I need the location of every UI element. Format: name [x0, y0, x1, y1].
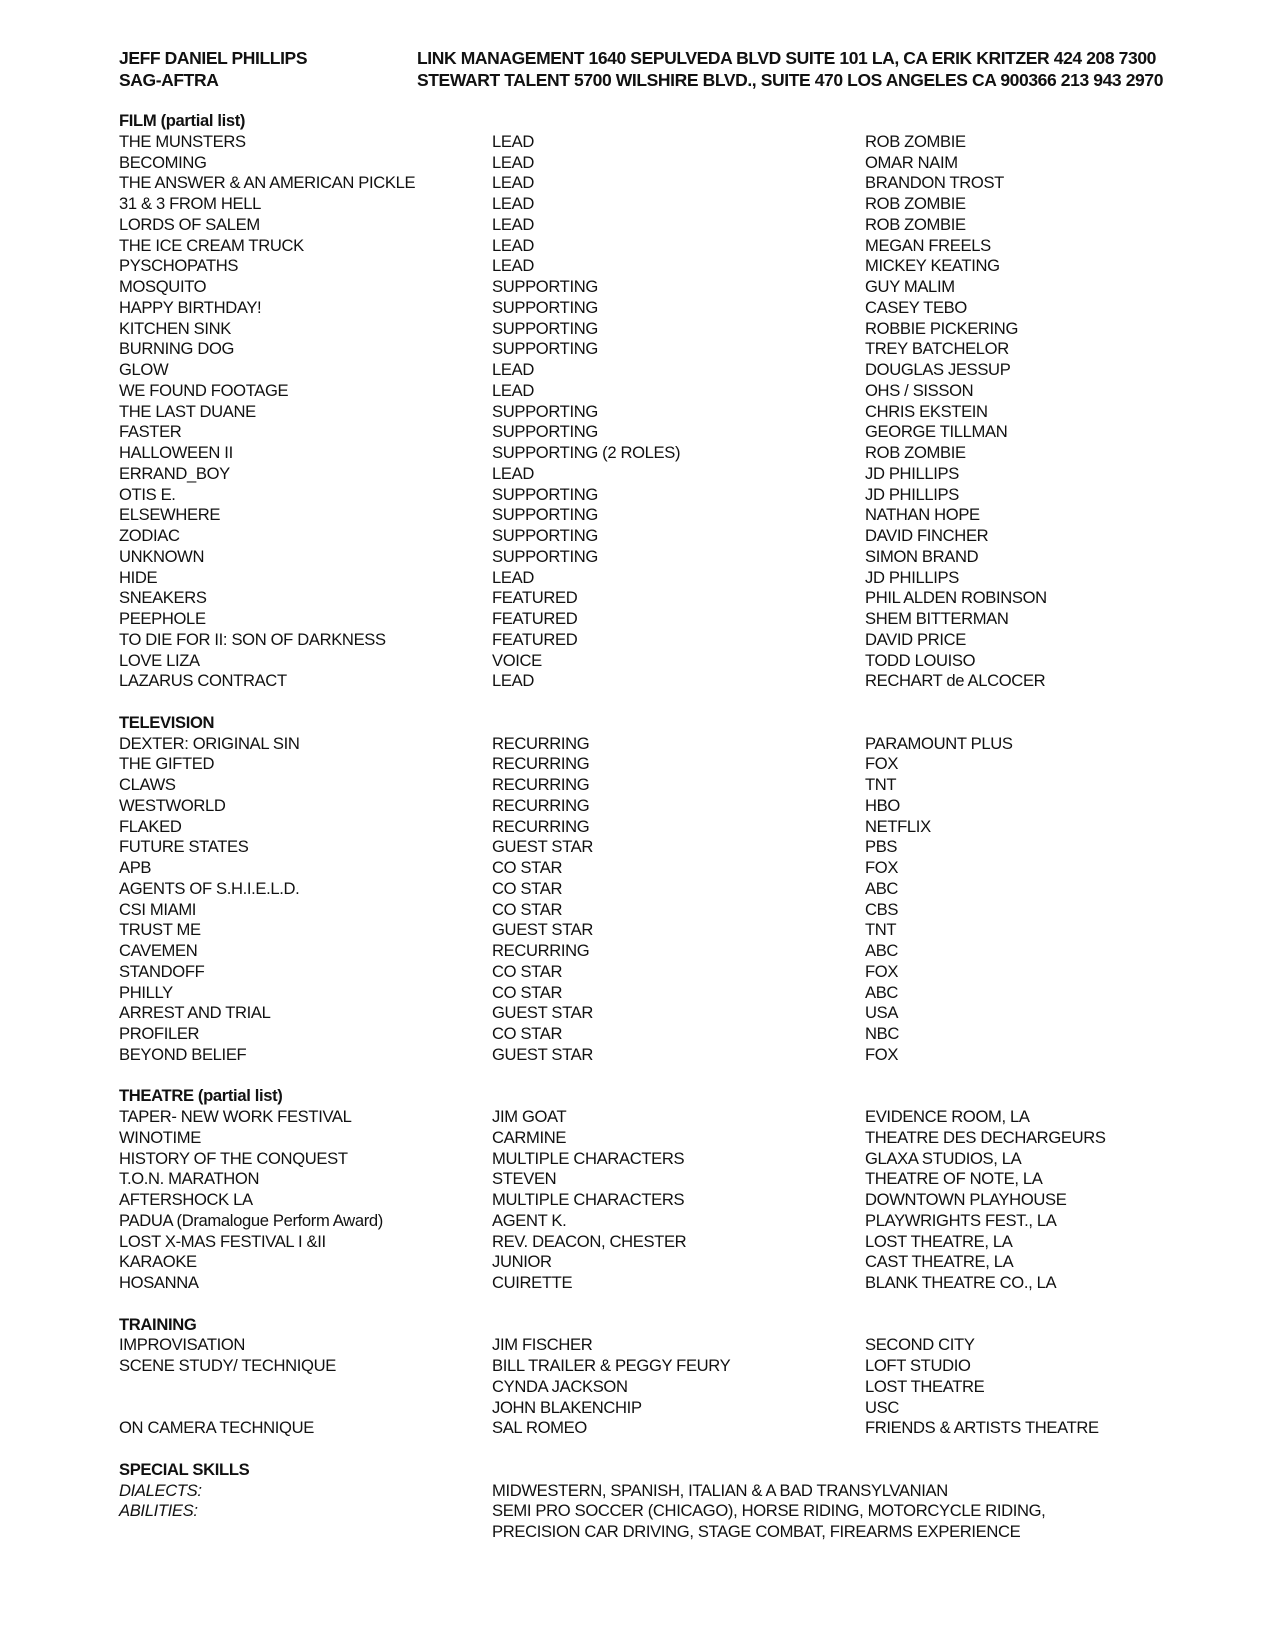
credit-role: MULTIPLE CHARACTERS	[492, 1190, 685, 1209]
credit-network: NETFLIX	[865, 816, 931, 836]
credit-role: JIM GOAT	[492, 1107, 567, 1126]
credit-row	[119, 1418, 1219, 1439]
credit-row	[119, 505, 1219, 526]
credit-title: PADUA (Dramalogue Perform Award)	[119, 1210, 383, 1230]
credit-role: CO STAR	[492, 982, 563, 1002]
training-school: FRIENDS & ARTISTS THEATRE	[865, 1418, 1099, 1438]
credit-role: SUPPORTING (2 ROLES)	[492, 443, 681, 462]
credit-network: ABC	[865, 941, 899, 960]
credit-row	[119, 1356, 1219, 1377]
credit-role: LEAD	[492, 360, 534, 379]
credit-director: CHRIS EKSTEIN	[865, 401, 988, 421]
credit-row	[119, 568, 1219, 589]
credit-title: THE ANSWER & AN AMERICAN PICKLE	[119, 173, 416, 193]
section-spacer	[119, 1066, 1219, 1087]
credit-row	[119, 298, 1219, 319]
credit-row	[119, 1232, 1219, 1253]
credit-title: BURNING DOG	[119, 339, 235, 359]
credit-network: PARAMOUNT PLUS	[865, 733, 1013, 753]
credit-network: FOX	[865, 858, 899, 877]
credit-director: MICKEY KEATING	[865, 256, 1000, 276]
credit-director: JD PHILLIPS	[865, 463, 959, 483]
credit-director: JD PHILLIPS	[865, 484, 959, 504]
credit-title: PHILLY	[119, 982, 173, 1002]
credit-role: FEATURED	[492, 629, 578, 649]
credit-title: HISTORY OF THE CONQUEST	[119, 1148, 348, 1168]
credit-director: JD PHILLIPS	[865, 567, 959, 587]
skill-label: DIALECTS:	[119, 1480, 202, 1500]
section-spacer	[119, 692, 1219, 713]
credit-title: CLAWS	[119, 775, 176, 794]
credit-director: ROB ZOMBIE	[865, 194, 966, 213]
special-skills-section	[119, 1439, 1219, 1543]
credit-row	[119, 319, 1219, 340]
credit-title: ELSEWHERE	[119, 505, 221, 525]
management-contact: LINK MANAGEMENT 1640 SEPULVEDA BLVD SUITE 101 LA, CA ERIK KRITZER 424 208 7300	[417, 48, 1156, 68]
credit-row	[119, 1024, 1219, 1045]
training-instructor: JOHN BLAKENCHIP	[492, 1397, 642, 1417]
credit-title: WINOTIME	[119, 1127, 201, 1147]
credit-role: SUPPORTING	[492, 339, 598, 359]
credit-row	[119, 879, 1219, 900]
credit-director: ROB ZOMBIE	[865, 214, 966, 234]
credit-title: KARAOKE	[119, 1252, 197, 1272]
credit-director: GUY MALIM	[865, 277, 955, 296]
credit-row	[119, 277, 1219, 298]
credit-role: LEAD	[492, 173, 534, 193]
credit-director: DOUGLAS JESSUP	[865, 360, 1011, 379]
credit-row	[119, 837, 1219, 858]
credit-title: LORDS OF SALEM	[119, 214, 260, 234]
section-spacer	[119, 1439, 1219, 1460]
credit-title: WESTWORLD	[119, 795, 226, 815]
credit-title: APB	[119, 858, 152, 877]
credit-row	[119, 609, 1219, 630]
credit-role: CO STAR	[492, 899, 563, 919]
credit-venue: THEATRE DES DECHARGEURS	[865, 1127, 1106, 1147]
credit-director: NATHAN HOPE	[865, 505, 980, 525]
credit-network: ABC	[865, 878, 899, 898]
credit-role: LEAD	[492, 671, 534, 691]
credit-row	[119, 858, 1219, 879]
section-heading: THEATRE (partial list)	[119, 1086, 283, 1106]
credit-director: ROB ZOMBIE	[865, 443, 966, 462]
training-instructor: JIM FISCHER	[492, 1335, 593, 1355]
credit-network: USA	[865, 1003, 899, 1023]
header-line-2	[119, 70, 1219, 92]
theatre-section	[119, 1066, 1219, 1294]
credit-row	[119, 256, 1219, 277]
credit-title: GLOW	[119, 360, 169, 379]
credit-role: GUEST STAR	[492, 837, 593, 857]
credit-title: FLAKED	[119, 816, 182, 836]
credit-title: DEXTER: ORIGINAL SIN	[119, 733, 300, 753]
training-instructor: SAL ROMEO	[492, 1418, 587, 1438]
credit-title: OTIS E.	[119, 484, 176, 504]
credit-role: SUPPORTING	[492, 318, 598, 338]
credit-director: ROBBIE PICKERING	[865, 318, 1018, 338]
credit-row	[119, 485, 1219, 506]
section-heading: FILM (partial list)	[119, 111, 246, 130]
credit-role: FEATURED	[492, 609, 578, 628]
credit-row	[119, 962, 1219, 983]
credit-role: LEAD	[492, 235, 534, 255]
credit-role: AGENT K.	[492, 1210, 567, 1230]
credit-director: DAVID PRICE	[865, 629, 966, 649]
credit-title: PROFILER	[119, 1024, 200, 1043]
credit-title: HOSANNA	[119, 1273, 199, 1292]
credit-role: LEAD	[492, 380, 534, 400]
training-school: LOFT STUDIO	[865, 1356, 971, 1375]
section-spacer	[119, 1294, 1219, 1315]
credit-venue: THEATRE OF NOTE, LA	[865, 1169, 1043, 1189]
credit-title: THE ICE CREAM TRUCK	[119, 235, 304, 255]
union-affiliation: SAG-AFTRA	[119, 70, 219, 90]
credit-row	[119, 1273, 1219, 1294]
credit-role: SUPPORTING	[492, 526, 598, 545]
credit-row	[119, 1045, 1219, 1066]
credit-role: LEAD	[492, 131, 534, 151]
credit-row	[119, 1169, 1219, 1190]
credit-director: TODD LOUISO	[865, 650, 976, 670]
credit-role: LEAD	[492, 567, 534, 587]
credit-title: THE MUNSTERS	[119, 131, 246, 151]
credit-row	[119, 796, 1219, 817]
credit-row	[119, 402, 1219, 423]
credit-row	[119, 422, 1219, 443]
credit-row	[119, 194, 1219, 215]
credit-row	[119, 1003, 1219, 1024]
credit-row	[119, 132, 1219, 153]
credit-director: OHS / SISSON	[865, 380, 974, 400]
credit-role: CO STAR	[492, 858, 563, 877]
credit-title: WE FOUND FOOTAGE	[119, 380, 289, 400]
credit-role: RECURRING	[492, 795, 590, 815]
credit-role: CO STAR	[492, 961, 563, 981]
credit-row	[119, 215, 1219, 236]
resume-header	[119, 48, 1219, 92]
credit-network: TNT	[865, 775, 897, 794]
credit-title: TAPER- NEW WORK FESTIVAL	[119, 1107, 352, 1126]
credit-title: SNEAKERS	[119, 588, 207, 608]
credit-title: THE LAST DUANE	[119, 401, 256, 421]
header-line-1	[119, 48, 1219, 70]
credit-row	[119, 547, 1219, 568]
training-school: SECOND CITY	[865, 1335, 975, 1355]
skill-row	[119, 1522, 1219, 1543]
credit-role: SUPPORTING	[492, 546, 598, 566]
credit-row	[119, 1107, 1219, 1128]
credit-role: REV. DEACON, CHESTER	[492, 1231, 687, 1251]
training-instructor: CYNDA JACKSON	[492, 1376, 628, 1396]
credit-role: SUPPORTING	[492, 297, 598, 317]
credit-role: CUIRETTE	[492, 1273, 573, 1292]
credit-title: KITCHEN SINK	[119, 318, 231, 338]
credit-venue: DOWNTOWN PLAYHOUSE	[865, 1190, 1067, 1209]
credit-role: SUPPORTING	[492, 505, 598, 525]
actor-name: JEFF DANIEL PHILLIPS	[119, 48, 308, 68]
credit-row	[119, 920, 1219, 941]
resume-body	[119, 111, 1219, 1543]
credit-row	[119, 630, 1219, 651]
credit-row	[119, 775, 1219, 796]
credit-title: ARREST AND TRIAL	[119, 1003, 271, 1023]
credit-row	[119, 1335, 1219, 1356]
television-section	[119, 692, 1219, 1066]
credit-director: RECHART de ALCOCER	[865, 671, 1046, 691]
training-subject: ON CAMERA TECHNIQUE	[119, 1418, 314, 1438]
section-heading: TRAINING	[119, 1314, 197, 1334]
credit-row	[119, 817, 1219, 838]
credit-title: HIDE	[119, 567, 158, 587]
credit-director: TREY BATCHELOR	[865, 339, 1009, 359]
credit-venue: LOST THEATRE, LA	[865, 1231, 1013, 1251]
credit-venue: EVIDENCE ROOM, LA	[865, 1107, 1030, 1126]
training-subject: IMPROVISATION	[119, 1335, 246, 1355]
credit-role: RECURRING	[492, 941, 590, 960]
section-heading: TELEVISION	[119, 712, 215, 732]
credit-title: BECOMING	[119, 152, 207, 172]
credit-venue: CAST THEATRE, LA	[865, 1252, 1014, 1272]
credit-network: CBS	[865, 899, 899, 919]
skill-value: PRECISION CAR DRIVING, STAGE COMBAT, FIREARMS EXPERIENCE	[492, 1522, 1021, 1541]
credit-title: LOST X-MAS FESTIVAL I &II	[119, 1231, 326, 1251]
credit-title: ERRAND_BOY	[119, 463, 230, 483]
credit-title: PEEPHOLE	[119, 609, 206, 628]
credit-role: GUEST STAR	[492, 1003, 593, 1023]
credit-director: SHEM BITTERMAN	[865, 609, 1009, 628]
credit-row	[119, 588, 1219, 609]
credit-network: FOX	[865, 961, 899, 981]
credit-network: ABC	[865, 982, 899, 1002]
training-school: USC	[865, 1397, 899, 1417]
credit-role: CO STAR	[492, 1024, 563, 1043]
credit-venue: BLANK THEATRE CO., LA	[865, 1273, 1057, 1292]
credit-role: GUEST STAR	[492, 920, 593, 940]
credit-row	[119, 754, 1219, 775]
credit-title: TRUST ME	[119, 920, 201, 940]
credit-title: UNKNOWN	[119, 546, 205, 566]
credit-title: BEYOND BELIEF	[119, 1044, 247, 1064]
credit-row	[119, 360, 1219, 381]
credit-role: SUPPORTING	[492, 401, 598, 421]
credit-row	[119, 734, 1219, 755]
credit-director: PHIL ALDEN ROBINSON	[865, 588, 1047, 608]
credit-title: HALLOWEEN II	[119, 443, 233, 462]
credit-title: STANDOFF	[119, 961, 205, 981]
credit-director: ROB ZOMBIE	[865, 131, 966, 151]
credit-title: HAPPY BIRTHDAY!	[119, 297, 262, 317]
credit-row	[119, 1128, 1219, 1149]
agency-contact: STEWART TALENT 5700 WILSHIRE BLVD., SUITE 470 LOS ANGELES CA 900366 213 943 2970	[417, 70, 1164, 90]
training-instructor: BILL TRAILER & PEGGY FEURY	[492, 1356, 731, 1375]
credit-director: DAVID FINCHER	[865, 526, 989, 545]
credit-network: FOX	[865, 754, 899, 774]
credit-title: LAZARUS CONTRACT	[119, 671, 287, 691]
credit-row	[119, 651, 1219, 672]
training-school: LOST THEATRE	[865, 1376, 985, 1396]
credit-title: THE GIFTED	[119, 754, 215, 774]
credit-title: AGENTS OF S.H.I.E.L.D.	[119, 878, 300, 898]
credit-role: SUPPORTING	[492, 422, 598, 442]
credit-network: NBC	[865, 1024, 899, 1043]
training-section	[119, 1294, 1219, 1439]
credit-role: VOICE	[492, 650, 542, 670]
credit-row	[119, 1211, 1219, 1232]
skill-value: MIDWESTERN, SPANISH, ITALIAN & A BAD TRANSYLVANIAN	[492, 1480, 948, 1500]
credit-row	[119, 941, 1219, 962]
credit-row	[119, 1252, 1219, 1273]
credit-role: LEAD	[492, 214, 534, 234]
credit-role: RECURRING	[492, 733, 590, 753]
credit-role: JUNIOR	[492, 1252, 552, 1272]
credit-row	[119, 1190, 1219, 1211]
credit-title: CAVEMEN	[119, 941, 198, 960]
skill-value: SEMI PRO SOCCER (CHICAGO), HORSE RIDING, MOTORCYCLE RIDING,	[492, 1501, 1046, 1521]
credit-network: TNT	[865, 920, 897, 940]
credit-title: FASTER	[119, 422, 182, 442]
credit-row	[119, 1149, 1219, 1170]
credit-title: T.O.N. MARATHON	[119, 1169, 260, 1189]
credit-title: CSI MIAMI	[119, 899, 197, 919]
credit-director: GEORGE TILLMAN	[865, 422, 1008, 442]
credit-role: MULTIPLE CHARACTERS	[492, 1148, 685, 1168]
credit-row	[119, 464, 1219, 485]
credit-row	[119, 1377, 1219, 1398]
credit-venue: GLAXA STUDIOS, LA	[865, 1148, 1022, 1168]
credit-role: RECURRING	[492, 816, 590, 836]
credit-row	[119, 173, 1219, 194]
credit-title: LOVE LIZA	[119, 650, 200, 670]
credit-row	[119, 443, 1219, 464]
credit-row	[119, 983, 1219, 1004]
credit-role: STEVEN	[492, 1169, 557, 1189]
training-subject: SCENE STUDY/ TECHNIQUE	[119, 1356, 336, 1375]
credit-role: CO STAR	[492, 878, 563, 898]
credit-network: HBO	[865, 795, 900, 815]
film-section	[119, 111, 1219, 692]
credit-director: MEGAN FREELS	[865, 235, 991, 255]
credit-network: PBS	[865, 837, 898, 857]
credit-title: ZODIAC	[119, 526, 180, 545]
credit-title: 31 & 3 FROM HELL	[119, 194, 261, 213]
credit-role: LEAD	[492, 256, 534, 276]
credit-director: SIMON BRAND	[865, 546, 979, 566]
credit-role: RECURRING	[492, 754, 590, 774]
credit-director: OMAR NAIM	[865, 152, 958, 172]
credit-title: MOSQUITO	[119, 277, 207, 296]
credit-title: AFTERSHOCK LA	[119, 1190, 253, 1209]
credit-role: SUPPORTING	[492, 484, 598, 504]
skill-row	[119, 1501, 1219, 1522]
credit-role: GUEST STAR	[492, 1044, 593, 1064]
credit-row	[119, 153, 1219, 174]
credit-row	[119, 381, 1219, 402]
credit-row	[119, 526, 1219, 547]
credit-role: FEATURED	[492, 588, 578, 608]
credit-row	[119, 900, 1219, 921]
credit-title: FUTURE STATES	[119, 837, 249, 857]
credit-director: CASEY TEBO	[865, 297, 967, 317]
credit-role: CARMINE	[492, 1127, 567, 1147]
credit-title: TO DIE FOR II: SON OF DARKNESS	[119, 629, 386, 649]
credit-role: SUPPORTING	[492, 277, 598, 296]
credit-title: PYSCHOPATHS	[119, 256, 239, 276]
credit-row	[119, 671, 1219, 692]
credit-role: RECURRING	[492, 775, 590, 794]
skill-label: ABILITIES:	[119, 1501, 198, 1521]
credit-row	[119, 339, 1219, 360]
credit-row	[119, 236, 1219, 257]
section-heading: SPECIAL SKILLS	[119, 1459, 250, 1479]
credit-venue: PLAYWRIGHTS FEST., LA	[865, 1210, 1057, 1230]
credit-row	[119, 1398, 1219, 1419]
credit-network: FOX	[865, 1044, 899, 1064]
credit-role: LEAD	[492, 463, 534, 483]
credit-role: LEAD	[492, 194, 534, 213]
credit-role: LEAD	[492, 152, 534, 172]
skill-row	[119, 1481, 1219, 1502]
credit-director: BRANDON TROST	[865, 173, 1004, 193]
